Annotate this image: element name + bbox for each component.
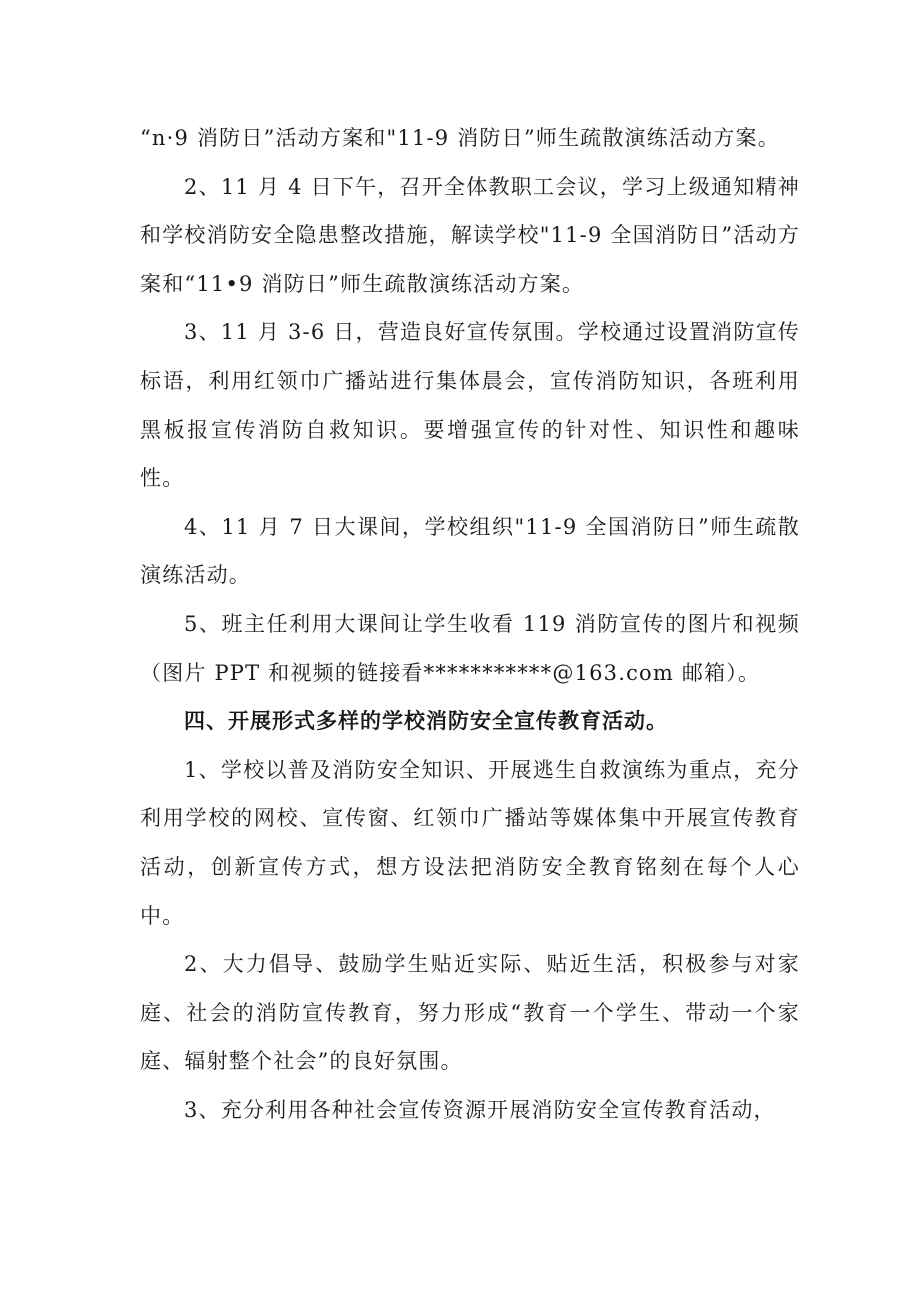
paragraph-section-4-item-1: 1、学校以普及消防安全知识、开展逃生自救演练为重点，充分利用学校的网校、宣传窗、红领巾广播站等媒体集中开展宣传教育活动，创新宣传方式，想方设法把消防安全教育铭刻在每个人心中。 (140, 757, 800, 928)
document-body (140, 114, 800, 1134)
paragraph-section-4-item-2: 2、大力倡导、鼓励学生贴近实际、贴近生活，积极参与对家庭、社会的消防宣传教育，努力形成“教育一个学生、带动一个家庭、辐射整个社会”的良好氛围。 (140, 952, 800, 1074)
paragraph-continuation: “n·9 消防日”活动方案和"11-9 消防日”师生疏散演练活动方案。 (140, 126, 780, 150)
paragraph-item-3: 3、11 月 3-6 日，营造良好宣传氛围。学校通过设置消防宣传标语，利用红领巾广播站进行集体晨会，宣传消防知识，各班利用黑板报宣传消防自救知识。要增强宣传的针对性、知识性和趣味性。 (140, 320, 800, 491)
paragraph-item-4: 4、11 月 7 日大课间，学校组织"11-9 全国消防日”师生疏散演练活动。 (140, 514, 800, 588)
paragraph-section-4-item-3: 3、充分利用各种社会宣传资源开展消防安全宣传教育活动， (184, 1097, 776, 1122)
paragraph-item-2: 2、11 月 4 日下午，召开全体教职工会议，学习上级通知精神和学校消防安全隐患整改措施，解读学校"11-9 全国消防日”活动方案和“11•9 消防日”师生疏散演练活动方案。 (140, 174, 800, 296)
section-4-heading: 四、开展形式多样的学校消防安全宣传教育活动。 (184, 709, 668, 734)
paragraph-item-5: 5、班主任利用大课间让学生收看 119 消防宣传的图片和视频（图片 PPT 和视频的链接看***********@163.com 邮箱）。 (140, 611, 800, 685)
